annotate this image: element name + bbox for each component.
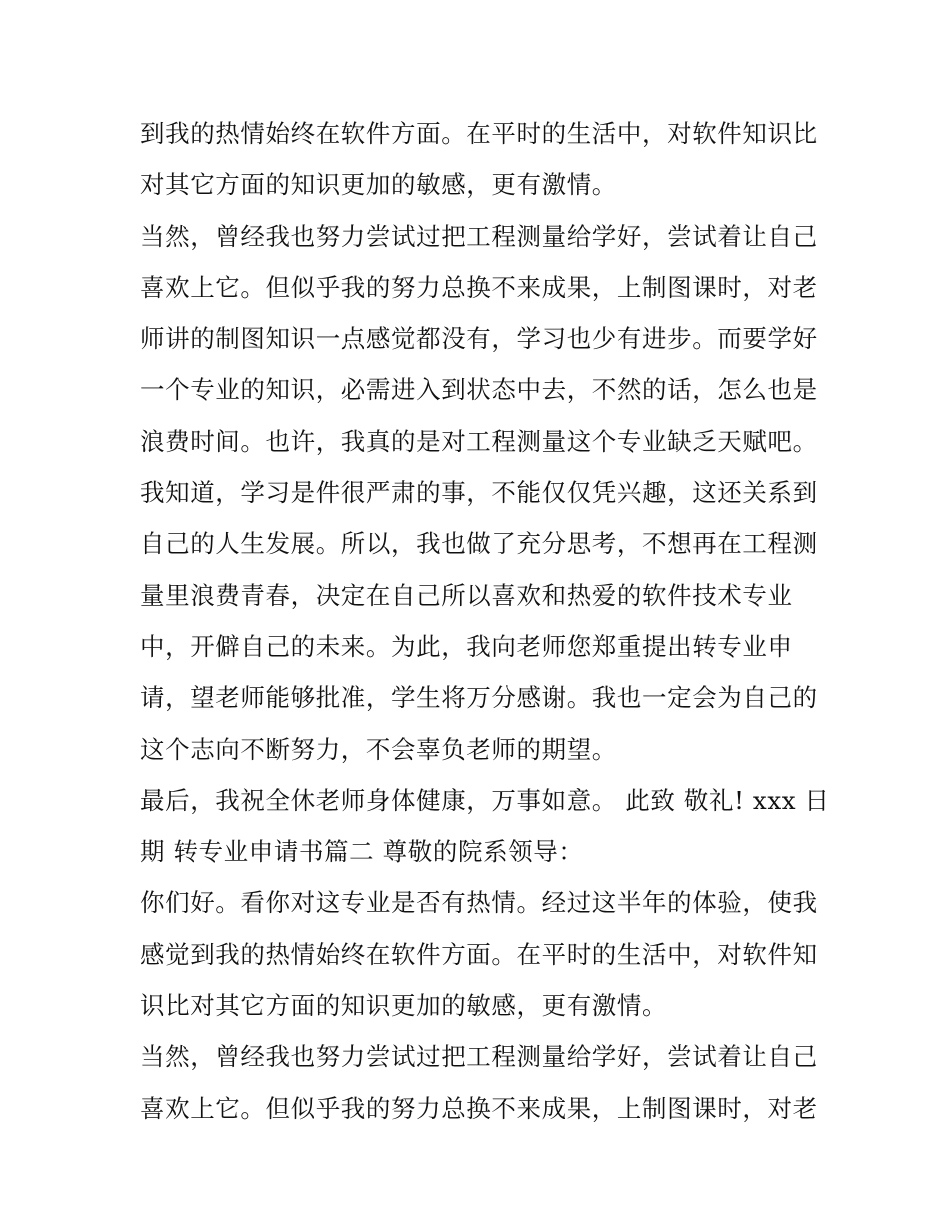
text-line: 量里浪费青春，决定在自己所以喜欢和热爱的软件技术专业 [140, 580, 793, 610]
text-line: 当然，曾经我也努力尝试过把工程测量给学好，尝试着让自己 [140, 221, 818, 251]
text-line: 期 转专业申请书篇二 尊敬的院系领导： [140, 837, 584, 867]
text-line: 最后，我祝全休老师身体健康，万事如意。 此致 敬礼! xxx 日 [140, 785, 830, 815]
document-body [140, 108, 830, 1134]
text-line: 一个专业的知识，必需进入到状态中去，不然的话，怎么也是 [140, 375, 818, 405]
text-line: 喜欢上它。但似乎我的努力总换不来成果，上制图课时，对老 [140, 1093, 818, 1123]
text-line: 到我的热情始终在软件方面。在平时的生活中，对软件知识比 [140, 119, 818, 148]
text-line: 请，望老师能够批准，学生将万分感谢。我也一定会为自己的 [140, 683, 818, 713]
text-line: 当然，曾经我也努力尝试过把工程测量给学好，尝试着让自己 [140, 1042, 818, 1072]
text-line: 喜欢上它。但似乎我的努力总换不来成果，上制图课时，对老 [140, 272, 818, 302]
text-line: 中，开僻自己的未来。为此，我向老师您郑重提出转专业申 [140, 631, 793, 661]
text-line: 你们好。看你对这专业是否有热情。经过这半年的体验，使我 [140, 888, 818, 918]
text-line: 识比对其它方面的知识更加的敏感，更有激情。 [140, 991, 668, 1021]
text-line: 自己的人生发展。所以，我也做了充分思考，不想再在工程测 [140, 529, 818, 559]
text-line: 感觉到我的热情始终在软件方面。在平时的生活中，对软件知 [140, 939, 818, 969]
text-line: 这个志向不断努力，不会辜负老师的期望。 [140, 734, 617, 764]
text-line: 我知道，学习是件很严肃的事，不能仅仅凭兴趣，这还关系到 [140, 478, 818, 508]
text-line: 浪费时间。也许，我真的是对工程测量这个专业缺乏天赋吧。 [140, 426, 818, 456]
text-line: 师讲的制图知识一点感觉都没有，学习也少有进步。而要学好 [140, 324, 818, 354]
text-line: 对其它方面的知识更加的敏感，更有激情。 [140, 170, 617, 200]
